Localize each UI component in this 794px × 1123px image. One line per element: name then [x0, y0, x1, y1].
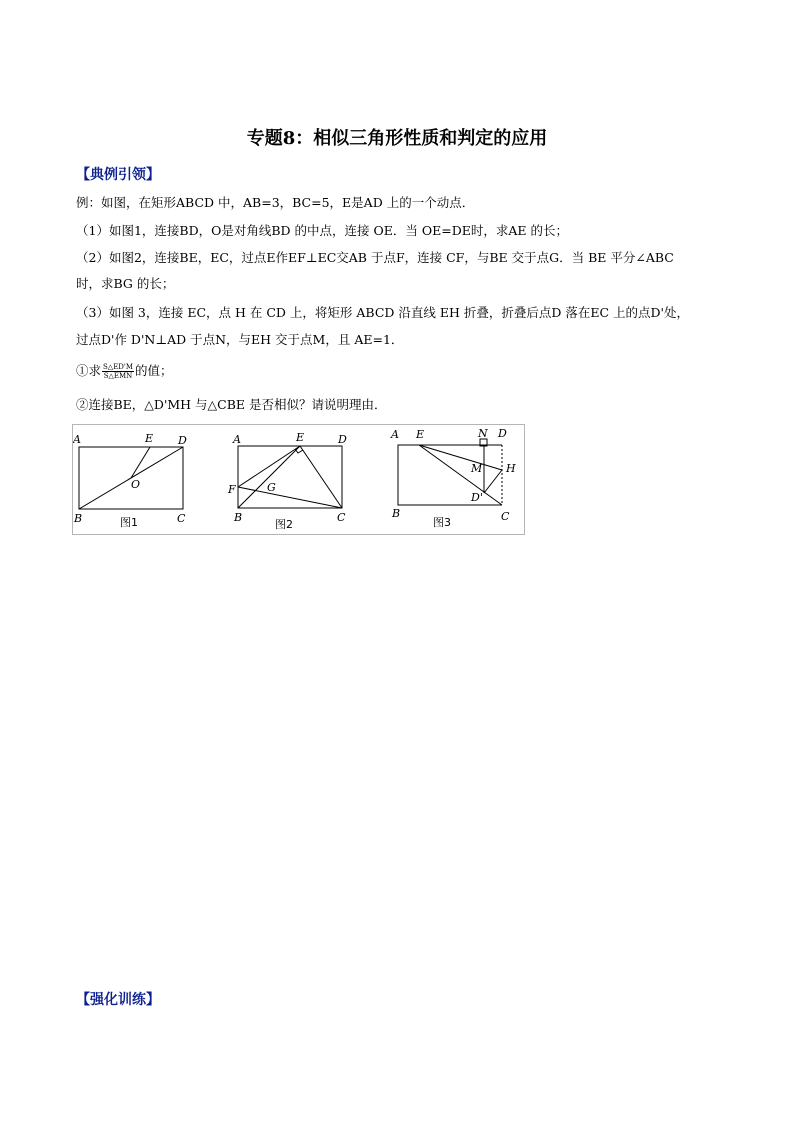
- fig3-segment-dh: [484, 470, 502, 493]
- fig2-label-a: A: [233, 433, 241, 446]
- question-1: （1）如图1，连接BD，O是对角线BD 的中点，连接 OE．当 OE=DE时，求AE 的长；: [76, 223, 568, 238]
- question-2-line-2: 时，求BG 的长；: [76, 276, 175, 291]
- fig2-label-e: E: [296, 431, 305, 444]
- fig1-label-e: E: [145, 432, 154, 445]
- fig2-caption: 图2: [275, 518, 293, 531]
- area-ratio-fraction: [102, 363, 134, 380]
- fraction-numerator: S△ED'M: [103, 363, 134, 371]
- example-heading: 【典例引领】: [76, 167, 160, 183]
- question-2-line-1: （2）如图2，连接BE，EC，过点E作EF⊥EC交AB 于点F，连接 CF，与BE 交于点G．当 BE 平分∠ABC: [76, 250, 674, 265]
- fig1-caption: 图1: [120, 516, 138, 529]
- fig3-caption: 图3: [433, 516, 451, 529]
- fig2-segment-be: [238, 446, 300, 508]
- fig3-label-n: N: [478, 427, 488, 440]
- question-3-line-2: 过点D'作 D'N⊥AD 于点N，与EH 交于点M，且 AE=1．: [76, 332, 404, 347]
- question-3-sub-1: [76, 362, 173, 380]
- question-3-sub-2: ②连接BE，△D'MH 与△CBE 是否相似？请说明理由．: [76, 397, 387, 412]
- fig3-label-h: H: [506, 462, 516, 475]
- problem-intro: 例：如图，在矩形ABCD 中，AB=3，BC=5，E是AD 上的一个动点．: [76, 195, 475, 210]
- fig3-label-d: D: [498, 427, 507, 440]
- fig2-label-d: D: [338, 433, 347, 446]
- fig2-label-g: G: [267, 481, 276, 494]
- sub1-suffix: 的值；: [135, 363, 173, 378]
- fig3-label-a: A: [391, 428, 399, 441]
- fig2-label-b: B: [234, 511, 243, 524]
- question-3-line-1: （3）如图 3，连接 EC，点 H 在 CD 上，将矩形 ABCD 沿直线 EH 折叠，折叠后点D 落在EC 上的点D'处，: [76, 305, 689, 320]
- fig1-label-d: D: [178, 434, 187, 447]
- fig2-label-c: C: [337, 511, 346, 524]
- figures-panel: [72, 424, 525, 535]
- fig3-segment-ec: [419, 445, 502, 505]
- fig3-label-d-prime: D': [471, 491, 483, 504]
- fig1-label-b: B: [74, 512, 83, 525]
- fig2-segment-ec: [300, 446, 342, 508]
- fig1-label-o: O: [131, 478, 141, 491]
- page-title: 专题8：相似三角形性质和判定的应用: [246, 128, 548, 149]
- fig3-label-c: C: [501, 510, 510, 523]
- fig3-label-b: B: [392, 507, 401, 520]
- sub1-prefix: ①求: [76, 363, 102, 378]
- fig3-label-m: M: [471, 462, 483, 475]
- fig1-label-a: A: [73, 433, 81, 446]
- geometry-figures: [73, 425, 524, 534]
- fig1-segment-oe: [131, 447, 150, 478]
- fig2-label-f: F: [228, 483, 236, 496]
- fig3-label-e: E: [416, 428, 425, 441]
- fig2-segment-fc: [238, 487, 342, 508]
- training-heading: 【强化训练】: [76, 992, 160, 1008]
- fraction-denominator: S△EMN: [103, 372, 133, 380]
- fig1-label-c: C: [177, 512, 186, 525]
- fig3-segment-eh: [419, 445, 502, 470]
